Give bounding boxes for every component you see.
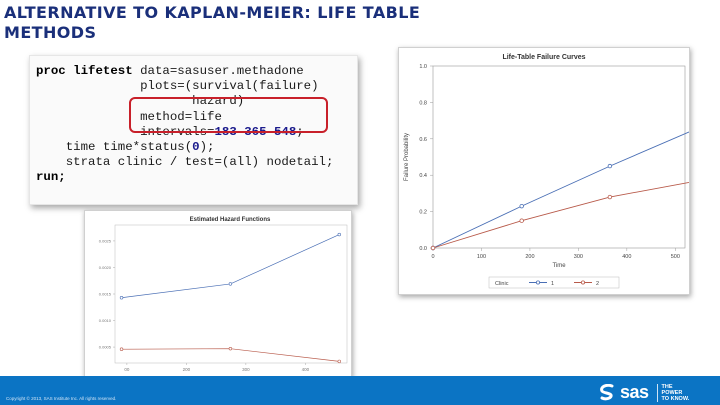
highlight-box — [129, 97, 328, 133]
slide-title — [4, 3, 420, 43]
legend-label: 2 — [596, 281, 600, 287]
data-point — [229, 347, 232, 350]
x-axis-label: Time — [552, 263, 566, 269]
x-tick-label: 300 — [242, 367, 250, 372]
code-token: method=life — [36, 109, 222, 124]
hazard-series-line-1 — [122, 235, 340, 298]
data-point — [338, 233, 341, 236]
code-token: run; — [36, 170, 66, 185]
code-token: strata clinic / test=(all) nodetail; — [36, 155, 334, 170]
x-tick-label: 200 — [182, 367, 191, 372]
code-token: hazard) — [36, 94, 245, 109]
sas-wordmark: sas — [620, 382, 649, 402]
code-token: plots=(survival(failure) — [36, 79, 319, 94]
data-point — [120, 348, 123, 351]
legend-marker — [581, 281, 584, 284]
hazard-series-line-2 — [122, 349, 340, 362]
x-tick-label: 00 — [124, 367, 130, 372]
x-tick-label: 300 — [573, 254, 583, 260]
y-tick-label: 0.0010 — [98, 318, 111, 324]
code-token: time time*status( — [36, 140, 193, 155]
chart-title: Life-Table Failure Curves — [502, 54, 586, 61]
footer-bar — [0, 376, 720, 405]
data-point — [120, 296, 123, 299]
data-point — [520, 204, 524, 208]
tagline-line: POWER — [661, 389, 683, 396]
code-line — [36, 170, 66, 184]
legend-title: Clinic — [495, 281, 509, 287]
slide-title-line1: ALTERNATIVE TO KAPLAN-MEIER: LIFE TABLE — [4, 3, 421, 22]
y-tick-label: 0.0020 — [98, 264, 111, 270]
plot-frame — [433, 66, 685, 248]
y-tick-label: 0.8 — [419, 100, 427, 107]
data-point — [338, 360, 341, 363]
hazard-panel — [84, 210, 352, 377]
code-token: ; — [296, 124, 304, 139]
legend-label: 1 — [551, 281, 555, 287]
failure-curves-panel — [398, 47, 690, 295]
code-token: data=sasuser.methadone — [140, 64, 304, 78]
y-axis-label: Failure Probability — [404, 132, 410, 182]
sas-logo — [598, 382, 689, 403]
code-line — [36, 155, 333, 169]
x-tick-label: 400 — [301, 367, 310, 372]
x-tick-label: 100 — [476, 254, 487, 260]
code-token: 183 365 548 — [214, 124, 297, 139]
code-line — [36, 64, 304, 78]
code-token: proc lifetest — [36, 64, 141, 78]
tagline-line: THE — [661, 383, 673, 390]
chart-title: Estimated Hazard Functions — [189, 217, 271, 223]
code-token: intervals= — [36, 124, 215, 139]
data-point — [608, 195, 612, 199]
code-token: ); — [199, 140, 215, 155]
data-point — [520, 219, 524, 223]
y-tick-label: 0.4 — [419, 173, 427, 180]
series-line-clinic-2 — [433, 181, 689, 248]
slide-title-line2: METHODS — [4, 23, 97, 42]
y-tick-label: 0.0005 — [98, 344, 111, 350]
tagline-line: TO KNOW. — [661, 395, 690, 402]
hazard-chart — [85, 211, 351, 376]
tagline — [657, 384, 690, 402]
y-tick-label: 0.0015 — [98, 291, 111, 297]
code-line — [36, 140, 214, 154]
data-point — [229, 283, 232, 286]
y-tick-label: 0.6 — [419, 136, 427, 143]
data-point — [608, 164, 612, 168]
y-tick-label: 0.0025 — [98, 238, 111, 244]
code-line — [36, 79, 319, 93]
code-token: 0 — [192, 140, 200, 155]
y-tick-label: 1.0 — [419, 64, 427, 70]
data-point — [431, 246, 435, 250]
x-tick-label: 0 — [431, 254, 435, 260]
x-tick-label: 200 — [525, 254, 535, 260]
failure-curves-chart — [399, 48, 689, 294]
copyright-text: Copyright © 2013, SAS Institute Inc. All rights reserved. — [6, 396, 117, 401]
legend-marker — [536, 281, 539, 284]
x-tick-label: 500 — [670, 254, 680, 260]
series-line-clinic-1 — [433, 128, 689, 248]
sas-swoosh-icon — [598, 384, 618, 402]
x-tick-label: 400 — [622, 254, 632, 260]
y-tick-label: 0.0 — [419, 246, 427, 252]
y-tick-label: 0.2 — [419, 209, 427, 216]
